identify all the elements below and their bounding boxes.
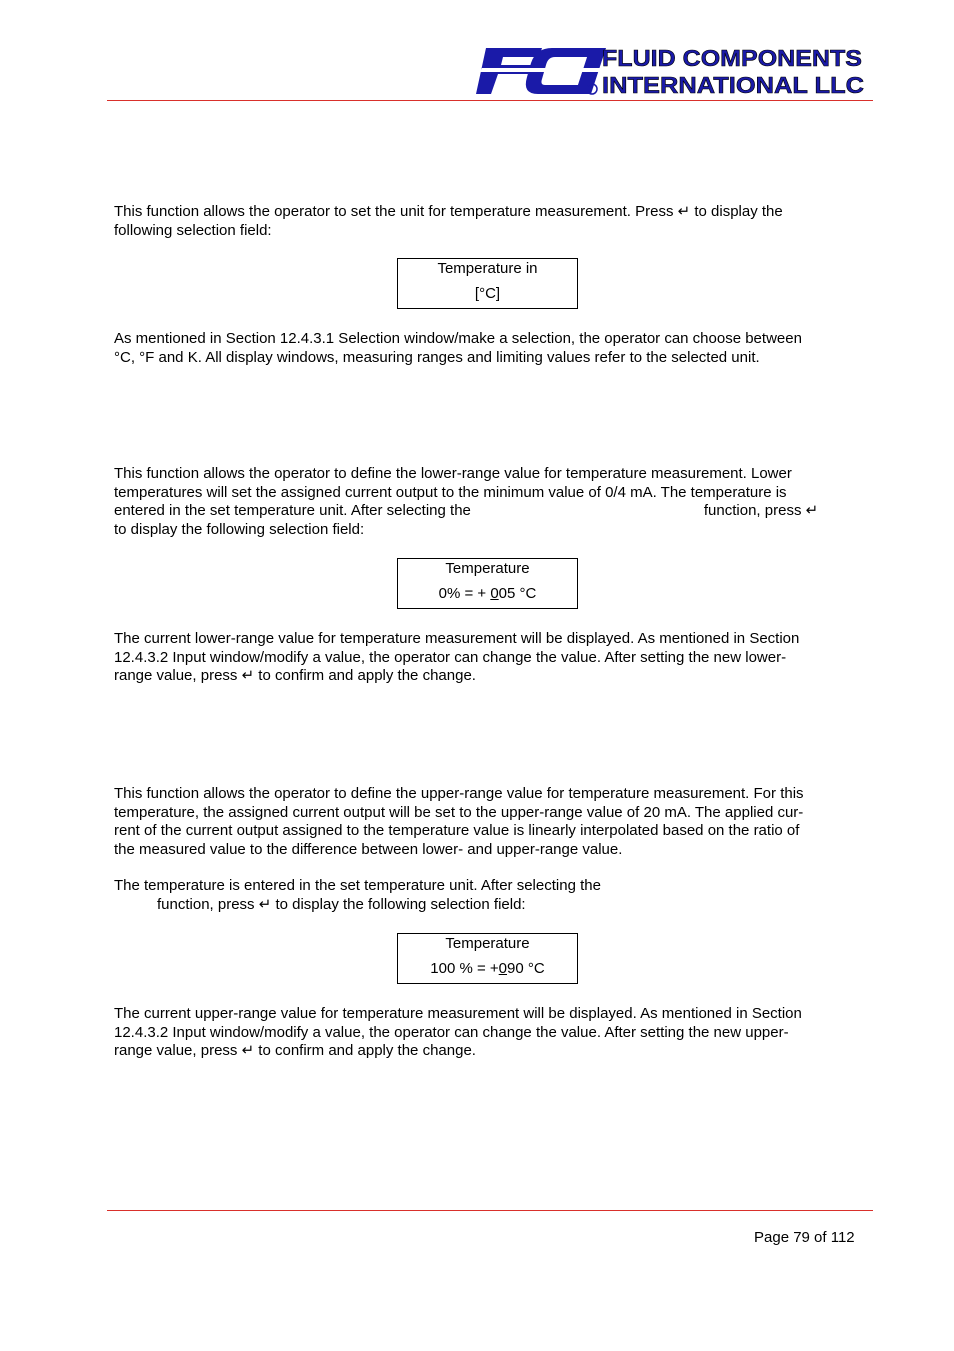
text-fragment: entered in the set temperature unit. After selecting the [114,502,471,519]
lower-range-display-field [397,558,578,609]
display-line-1: Temperature [445,935,530,952]
text-line: the measured value to the difference between lower- and upper-range value. [114,840,623,858]
text-line [114,502,859,521]
upper-intro [114,785,859,859]
header-rule [107,100,873,101]
company-logo [472,44,867,98]
text-line: As mentioned in Section 12.4.3.1 Selection window/make a selection, the operator can choose between [114,330,802,347]
text-line: rent of the current output assigned to the temperature value is linearly interpolated based on the ratio of [114,822,800,839]
lower-description [114,630,859,686]
text-line: This function allows the operator to define the upper-range value for temperature measurement. For this [114,785,804,802]
unit-display-field [397,258,578,309]
display-line-1: Temperature in [437,260,538,277]
text-line: following selection field: [114,221,272,239]
logo-line-1: FLUID COMPONENTS [602,45,862,71]
display-line-2: 100 % = +090 °C [430,960,545,977]
upper-description [114,1005,859,1061]
display-line-2: [°C] [474,285,501,302]
text-line: function, press ↵ to display the following selection field: [157,895,526,913]
upper-range-display-field [397,933,578,984]
page-number: Page 79 of 112 [754,1229,855,1246]
text-fragment: function, press ↵ [703,502,819,519]
text-line: This function allows the operator to define the lower-range value for temperature measurement. Lower [114,465,792,482]
text-line: temperature, the assigned current output will be set to the upper-range value of 20 mA. The applied cur- [114,803,804,821]
edit-cursor: 0 [498,960,508,977]
footer-rule [107,1210,873,1211]
text-line: range value, press ↵ to confirm and apply the change. [114,1042,476,1059]
text-line: range value, press ↵ to confirm and apply the change. [114,667,476,684]
unit-intro [114,203,859,240]
upper-intro-2 [114,877,859,914]
text-line: temperatures will set the assigned current output to the minimum value of 0/4 mA. The temperature is [114,483,787,501]
text-line: The current upper-range value for temperature measurement will be displayed. As mentioned in Section [114,1005,802,1022]
display-line-1: Temperature [445,560,530,577]
display-line-2: 0% = + 005 °C [438,585,537,602]
text-line: °C, °F and K. All display windows, measuring ranges and limiting values refer to the selected unit. [114,348,760,366]
text-line: to display the following selection field: [114,520,365,538]
text-line: 12.4.3.2 Input window/modify a value, the operator can change the value. After setting the new lower- [114,648,787,666]
edit-cursor: 0 [490,585,499,602]
text-line: The temperature is entered in the set temperature unit. After selecting the [114,877,601,894]
text-line: The current lower-range value for temperature measurement will be displayed. As mentioned in Section [114,630,800,647]
logo-line-2: INTERNATIONAL LLC [602,72,864,98]
lower-intro [114,465,859,539]
text-line: This function allows the operator to set the unit for temperature measurement. Press ↵ to display the [114,203,783,220]
text-line: 12.4.3.2 Input window/modify a value, the operator can change the value. After setting the new upper- [114,1023,789,1041]
unit-description [114,330,859,367]
